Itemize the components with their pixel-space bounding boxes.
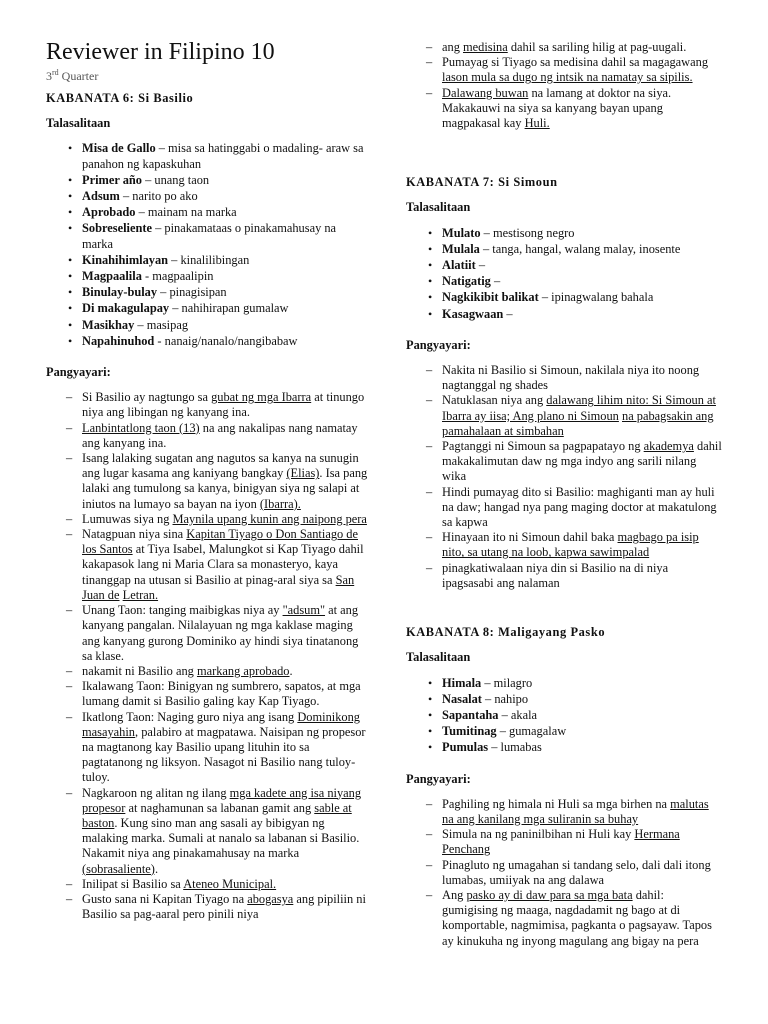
events-list-6 (46, 390, 368, 922)
dash-icon: – (426, 85, 433, 100)
events-label-8: Pangyayari: (406, 771, 471, 786)
event-text: Hinayaan ito ni Simoun dahil baka (442, 530, 618, 545)
event-text: dahil makakalimutan daw ng mga indyo ang sarili nilang wika (442, 439, 722, 484)
dash-icon: – (66, 876, 73, 891)
vocab-definition: – narito po ako (119, 189, 198, 204)
vocab-item (46, 205, 368, 220)
vocab-term: Di makagulapay (82, 301, 170, 316)
underlined-text: Kapitan Tiyago o Don Santiago de los Santos (82, 527, 359, 557)
event-text: Nagkaroon ng alitan ng ilang (82, 785, 230, 800)
vocab-list-8 (406, 676, 722, 756)
underlined-text: Ateneo Municipal. (183, 876, 277, 891)
vocab-term: Primer año (82, 172, 142, 187)
event-text: Natagpuan niya sina (82, 527, 187, 542)
vocab-item (46, 141, 368, 171)
event-item (406, 363, 722, 393)
vocab-item (46, 285, 368, 300)
events-list-6-continued (406, 40, 722, 131)
dash-icon: – (66, 511, 73, 526)
dash-icon: – (426, 857, 433, 872)
vocab-definition: – pinagisipan (157, 285, 227, 300)
vocab-label-8: Talasalitaan (406, 650, 471, 665)
underlined-text: San Juan de (82, 572, 355, 602)
event-text: at Tiya Isabel, Malungkot si Kap Tiyago dahil kakapasok lang ni Maria Clara sa monasteryo, kaya tinanggap na utusan si Basilio at pinag-aral siya sa (82, 542, 364, 587)
dash-icon: – (66, 663, 73, 678)
vocab-term: Tumitinag (442, 724, 497, 739)
dash-icon: – (426, 887, 433, 902)
event-item (46, 451, 368, 512)
vocab-item (46, 334, 368, 349)
vocab-term: Kasagwaan (442, 306, 504, 321)
underlined-text: medisina (463, 40, 508, 54)
event-item (406, 561, 722, 591)
vocab-term: Aprobado (82, 205, 136, 220)
underlined-text: (sobrasaliente) (82, 861, 155, 876)
event-text: dahil: gumigising ng maaga, nagdadamit ng bago at di komportable, nagmimisa, pagkanta o pagsayaw. Tapos ay kinukuha ng inyong magulang ang bigay na pera (442, 887, 712, 948)
event-text: Natuklasan niya ang (442, 393, 547, 408)
event-text: Gusto sana ni Kapitan Tiyago na (82, 891, 248, 906)
underlined-text: Dalawang buwan (442, 85, 529, 100)
vocab-item (406, 307, 722, 322)
event-item (406, 393, 722, 439)
vocab-term: Natigatig (442, 274, 491, 289)
event-text: na ang nakalipas nang namatay ang kanyang ina. (82, 420, 358, 450)
vocab-term: Adsum (82, 189, 120, 204)
events-list-7 (406, 363, 722, 591)
chapter-heading-8: KABANATA 8: Maligayang Pasko (406, 625, 606, 640)
event-text: Nakita ni Basilio si Simoun, nakilala niya ito noong nagtanggal ng shades (442, 363, 700, 393)
quarter-ordinal: rd (52, 68, 59, 77)
event-text: Ikalawang Taon: Binigyan ng sumbrero, sapatos, at mga lumang damit si Basilio galing kay Kap Tiyago. (82, 679, 361, 709)
event-text: Isang lalaking sugatan ang nagutos sa kanya na sunugin ang lugar kasama ang kaniyang bangkay (82, 451, 359, 481)
underlined-text: dalawang lihim nito: Si Simoun at Ibarra ay iisa; Ang plano ni Simoun (442, 393, 716, 423)
vocab-item (406, 724, 722, 739)
vocab-term: Magpaalila (82, 269, 142, 284)
event-item (406, 86, 722, 132)
underlined-text: Dominikong masayahin (82, 709, 361, 739)
vocab-term: Masikhay (82, 317, 135, 332)
vocab-item (46, 269, 368, 284)
event-item (406, 827, 722, 857)
vocab-term: Napahinuhod (82, 333, 155, 348)
events-label-6: Pangyayari: (46, 365, 111, 380)
vocab-item (406, 290, 722, 305)
event-item (46, 390, 368, 420)
vocab-term: Nasalat (442, 691, 482, 706)
underlined-text: malutas na ang kanilang mga suliranin sa buhay (442, 796, 709, 826)
vocab-term: Alatiit (442, 258, 476, 273)
vocab-definition: – gumagalaw (496, 724, 567, 739)
vocab-definition: – tanga, hangal, walang malay, inosente (479, 241, 681, 256)
vocab-item (406, 740, 722, 755)
vocab-definition: – akala (498, 707, 538, 722)
bullet-icon: • (428, 225, 433, 240)
dash-icon: – (66, 420, 73, 435)
underlined-text: Hermana Penchang (442, 827, 680, 857)
chapter-heading-7: KABANATA 7: Si Simoun (406, 175, 558, 190)
vocab-item (46, 301, 368, 316)
event-text: dahil sa sariling hilig at pag-uugali. (507, 40, 687, 54)
event-item (46, 664, 368, 679)
dash-icon: – (426, 55, 433, 70)
vocab-definition: – masipag (134, 317, 189, 332)
event-item (46, 892, 368, 922)
vocab-item (46, 189, 368, 204)
underlined-text: (Ibarra). (259, 496, 301, 511)
vocab-item (406, 258, 722, 273)
vocab-term: Himala (442, 675, 482, 690)
event-item (46, 512, 368, 527)
bullet-icon: • (68, 205, 73, 220)
underlined-text: gubat ng mga Ibarra (211, 390, 312, 405)
bullet-icon: • (68, 221, 73, 236)
event-item (406, 439, 722, 485)
bullet-icon: • (428, 675, 433, 690)
event-item (406, 55, 722, 85)
event-text: Pumayag si Tiyago sa medisina dahil sa magagawang (442, 55, 709, 70)
vocab-item (406, 226, 722, 241)
events-list-8 (406, 797, 722, 949)
underlined-text: magbago pa isip nito, sa utang na loob, kapwa sawimpalad (442, 530, 699, 560)
vocab-definition: – kinalilibingan (168, 252, 250, 267)
underlined-text: na pabagsakin ang pamahalaan at simbahan (442, 408, 714, 438)
underlined-text: pasko ay di daw para sa mga bata (466, 887, 633, 902)
event-text: . (154, 861, 159, 876)
event-text: at ang kanyang pangalan. Nilalayuan ng mga kaklase maging ang kanyang gurong Dominiko ay hindi siya tinatanong sa klase. (82, 603, 359, 663)
vocab-list-6 (46, 141, 368, 349)
dash-icon: – (426, 363, 433, 378)
vocab-definition: – (475, 258, 486, 273)
event-text: Unang Taon: tanging maibigkas niya ay (82, 603, 283, 618)
underlined-text: Lanbintatlong taon (13) (82, 420, 200, 435)
event-text: Pinagluto ng umagahan si tandang selo, dali dali itong lumabas, umiiyak na ang dalawa (442, 857, 711, 887)
vocab-label-7: Talasalitaan (406, 200, 471, 215)
underlined-text: lason mula sa dugo ng intsik na namatay sa sipilis. (442, 70, 693, 85)
dash-icon: – (426, 393, 433, 408)
event-item (406, 888, 722, 949)
vocab-definition: – misa sa hatinggabi o madaling- araw sa panahon ng kapaskuhan (82, 141, 364, 171)
dash-icon: – (66, 451, 73, 466)
event-text: pinagkatiwalaan niya din si Basilio na di niya ipagsasabi ang nalaman (442, 560, 669, 590)
bullet-icon: • (428, 241, 433, 256)
vocab-definition: – nahihirapan gumalaw (169, 301, 289, 316)
underlined-text: Huli. (524, 116, 550, 131)
underlined-text: (Elias) (286, 466, 320, 481)
vocab-term: Sobreseliente (82, 221, 152, 236)
underlined-text: abogasya (247, 891, 294, 906)
vocab-item (46, 221, 368, 251)
event-text: ang (442, 40, 463, 54)
dash-icon: – (426, 484, 433, 499)
event-item (406, 485, 722, 531)
vocab-term: Sapantaha (442, 707, 499, 722)
event-text: na lamang at doktor na siya. Makakauwi na siya sa kanyang bayan upang magpakasal kay (442, 85, 672, 131)
document-title: Reviewer in Filipino 10 (46, 39, 275, 65)
vocab-definition: – ipinagwalang bahala (538, 290, 654, 305)
event-item (406, 40, 722, 55)
quarter-text: Quarter (58, 69, 99, 83)
event-item (406, 858, 722, 888)
quarter-number: 3 (46, 69, 52, 83)
vocab-item (406, 692, 722, 707)
event-text: Simula na ng paninilbihan ni Huli kay (442, 827, 635, 842)
event-text: , palabiro at magpatawa. Naisipan ng propesor na magtanong kay Basilio upang lituhin ito sa pagtatanong ng liksyon. Nasagot ni Basilio nang tuloy-tuloy. (82, 724, 366, 785)
vocab-definition: - magpaalipin (141, 269, 214, 284)
events-label-7: Pangyayari: (406, 337, 471, 352)
vocab-term: Binulay-bulay (82, 285, 158, 300)
bullet-icon: • (428, 258, 433, 273)
event-item (46, 877, 368, 892)
vocab-item (406, 676, 722, 691)
event-text: . (289, 663, 293, 678)
vocab-label-6: Talasalitaan (46, 116, 111, 131)
event-item (46, 421, 368, 451)
event-text: at naghamunan sa labanan gamit ang (125, 800, 315, 815)
vocab-term: Nagkikibit balikat (442, 290, 539, 305)
bullet-icon: • (68, 333, 73, 348)
vocab-definition: – pinakamataas o pinakamahusay na marka (82, 221, 337, 251)
dash-icon: – (66, 679, 73, 694)
bullet-icon: • (428, 724, 433, 739)
vocab-definition: – milagro (481, 675, 533, 690)
vocab-term: Misa de Gallo (82, 141, 156, 156)
bullet-icon: • (428, 691, 433, 706)
bullet-icon: • (428, 306, 433, 321)
dash-icon: – (66, 603, 73, 618)
event-text: nakamit ni Basilio ang (82, 663, 197, 678)
event-text: . Isa pang lalaki ang tumulong sa kanya, binigyan siya ng salapi at iniutos na lumayo sa bayan na iyon (82, 466, 368, 511)
vocab-item (46, 318, 368, 333)
bullet-icon: • (428, 274, 433, 289)
event-text: ang pipiliin ni Basilio sa pag-aaral pero pinili niya (82, 891, 366, 922)
vocab-definition: – (490, 274, 501, 289)
bullet-icon: • (428, 290, 433, 305)
dash-icon: – (426, 530, 433, 545)
vocab-item (406, 274, 722, 289)
event-text: Lumuwas siya ng (82, 511, 173, 526)
vocab-definition: – unang taon (142, 172, 210, 187)
bullet-icon: • (68, 269, 73, 284)
bullet-icon: • (68, 141, 73, 156)
event-text: Pagtanggi ni Simoun sa pagpapatayo ng (442, 439, 644, 454)
vocab-term: Mulato (442, 225, 481, 240)
bullet-icon: • (68, 189, 73, 204)
event-text: Hindi pumayag dito si Basilio: maghiganti man ay huli na daw; hangad nya pang maging doctor at makatulong sa kapwa (442, 484, 717, 530)
bullet-icon: • (68, 301, 73, 316)
vocab-item (406, 242, 722, 257)
event-item (46, 603, 368, 664)
underlined-text: "adsum" (282, 603, 326, 618)
bullet-icon: • (428, 707, 433, 722)
dash-icon: – (66, 527, 73, 542)
dash-icon: – (66, 785, 73, 800)
event-item (406, 530, 722, 560)
dash-icon: – (66, 390, 73, 405)
dash-icon: – (426, 439, 433, 454)
event-item (406, 797, 722, 827)
vocab-term: Kinahihimlayan (82, 252, 169, 267)
left-column (46, 38, 368, 938)
vocab-term: Mulala (442, 241, 480, 256)
underlined-text: mga kadete ang isa niyang propesor (82, 785, 362, 815)
vocab-definition: – (503, 306, 513, 321)
underlined-text: Letran. (122, 587, 159, 602)
bullet-icon: • (68, 172, 73, 187)
event-text: Inilipat si Basilio sa (82, 876, 184, 891)
event-text: at tinungo niya ang libingan ng kanyang ina. (82, 390, 365, 420)
vocab-definition: – lumabas (488, 740, 542, 755)
bullet-icon: • (68, 317, 73, 332)
vocab-definition: – mestisong negro (480, 225, 575, 240)
vocab-definition: – nahipo (481, 691, 529, 706)
vocab-list-7 (406, 226, 722, 322)
vocab-definition: - nanaig/nanalo/nangibabaw (154, 333, 298, 348)
dash-icon: – (426, 827, 433, 842)
event-item (46, 786, 368, 877)
vocab-term: Pumulas (442, 740, 489, 755)
bullet-icon: • (68, 285, 73, 300)
event-text: Si Basilio ay nagtungo sa (82, 390, 212, 405)
underlined-text: sable at baston (82, 800, 352, 830)
event-item (46, 710, 368, 786)
event-text: . Kung sino man ang sasali ay bibigyan ng malaking marka. Sumali at nanalo sa labanan si Basilio. Nakamit niya ang pinakamahusay na marka (82, 815, 360, 861)
right-column (406, 40, 722, 965)
dash-icon: – (426, 40, 433, 54)
vocab-definition: – mainam na marka (135, 205, 237, 220)
event-text: Ang (442, 887, 467, 902)
bullet-icon: • (68, 252, 73, 267)
dash-icon: – (66, 709, 73, 724)
document-subtitle (46, 66, 368, 83)
vocab-item (46, 253, 368, 268)
dash-icon: – (426, 796, 433, 811)
event-item (46, 527, 368, 603)
bullet-icon: • (428, 740, 433, 755)
vocab-item (46, 173, 368, 188)
event-item (46, 679, 368, 709)
event-text: Paghiling ng himala ni Huli sa mga birhen na (442, 796, 671, 811)
underlined-text: akademya (643, 439, 694, 454)
chapter-heading-6: KABANATA 6: Si Basilio (46, 91, 194, 105)
vocab-item (406, 708, 722, 723)
dash-icon: – (66, 891, 73, 906)
event-text: Ikatlong Taon: Naging guro niya ang isang (82, 709, 298, 724)
underlined-text: markang aprobado (196, 663, 290, 678)
underlined-text: Maynila upang kunin ang naipong pera (172, 511, 367, 526)
dash-icon: – (426, 560, 433, 575)
